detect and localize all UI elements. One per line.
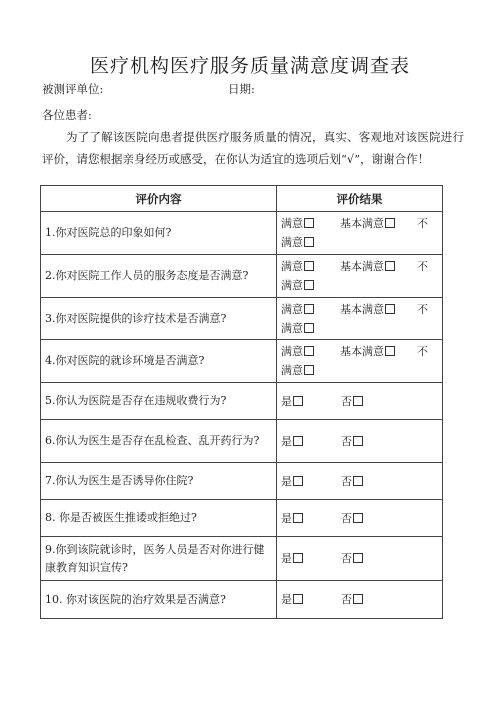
no-checkbox[interactable] (353, 476, 363, 486)
table-row (41, 463, 443, 500)
not-satisfied-option (281, 233, 314, 252)
basic-satisfied-label: 基本满意 (340, 302, 384, 316)
result-cell (277, 340, 443, 383)
no-option (341, 590, 363, 609)
options-line (281, 257, 438, 276)
result-cell (277, 581, 443, 619)
not-prefix: 不 (417, 260, 428, 273)
not-satisfied-label: 满意 (281, 236, 303, 249)
basic-satisfied-checkbox[interactable] (385, 304, 395, 314)
survey-table (40, 185, 443, 619)
result-cell (277, 463, 443, 500)
evaluated-unit-label: 被测评单位: (42, 82, 104, 96)
yes-label: 是 (281, 474, 292, 488)
basic-satisfied-option (340, 214, 395, 233)
no-checkbox[interactable] (353, 553, 363, 563)
basic-satisfied-label: 基本满意 (340, 260, 384, 273)
table-row (41, 500, 443, 537)
greeting: 各位患者: (42, 108, 92, 122)
yes-option (281, 472, 303, 491)
not-prefix: 不 (417, 217, 428, 230)
question-cell: 9.你到该院就诊时，医务人员是否对你进行健康教育知识宣传? (41, 537, 277, 581)
question-cell: 7.你认为医生是否诱导你住院? (41, 463, 277, 500)
satisfied-label: 满意 (281, 260, 303, 273)
no-option (341, 509, 363, 528)
table-header-row (41, 186, 443, 212)
options-line (281, 276, 438, 295)
result-cell (277, 255, 443, 298)
options-line (281, 319, 438, 338)
not-satisfied-option (281, 319, 314, 338)
question-cell: 1.你对医院总的印象如何? (41, 212, 277, 255)
question-cell: 5.你认为医院是否存在违规收费行为? (41, 383, 277, 420)
result-cell (277, 212, 443, 255)
basic-satisfied-checkbox[interactable] (385, 218, 395, 228)
table-row (41, 340, 443, 383)
options-line (281, 392, 438, 411)
question-cell: 8. 你是否被医生推诿或拒绝过? (41, 500, 277, 537)
yes-option (281, 509, 303, 528)
not-satisfied-checkbox[interactable] (304, 280, 314, 290)
yes-option (281, 392, 303, 411)
header-content: 评价内容 (41, 186, 277, 212)
not-satisfied-checkbox[interactable] (304, 237, 314, 247)
question-cell: 10. 你对该医院的治疗效果是否满意? (41, 581, 277, 619)
question-cell: 6.你认为医生是否存在乱检查、乱开药行为? (41, 420, 277, 463)
table-row (41, 298, 443, 340)
options-line (281, 361, 438, 380)
yes-option (281, 432, 303, 451)
no-checkbox[interactable] (353, 594, 363, 604)
no-checkbox[interactable] (353, 513, 363, 523)
not-prefix: 不 (417, 302, 428, 316)
table-row (41, 212, 443, 255)
table-row (41, 537, 443, 581)
not-satisfied-label: 满意 (281, 364, 303, 377)
yes-checkbox[interactable] (293, 553, 303, 563)
result-cell (277, 537, 443, 581)
options-line (281, 509, 438, 528)
satisfied-label: 满意 (281, 302, 303, 316)
satisfied-option (281, 300, 314, 319)
yes-checkbox[interactable] (293, 594, 303, 604)
options-line (281, 549, 438, 568)
question-cell: 2.你对医院工作人员的服务态度是否满意? (41, 255, 277, 298)
basic-satisfied-option (340, 257, 395, 276)
result-cell (277, 500, 443, 537)
yes-option (281, 549, 303, 568)
satisfied-checkbox[interactable] (304, 346, 314, 356)
date-label: 日期: (228, 82, 255, 96)
options-line (281, 214, 438, 233)
satisfied-checkbox[interactable] (304, 304, 314, 314)
options-line (281, 472, 438, 491)
yes-label: 是 (281, 593, 292, 606)
options-line (281, 233, 438, 252)
not-satisfied-option (281, 276, 314, 295)
yes-label: 是 (281, 434, 292, 448)
table-row (41, 383, 443, 420)
no-label: 否 (341, 511, 352, 525)
options-line (281, 432, 438, 451)
yes-option (281, 590, 303, 609)
satisfied-option (281, 342, 314, 361)
question-cell: 4.你对医院的就诊环境是否满意? (41, 340, 277, 383)
no-checkbox[interactable] (353, 436, 363, 446)
yes-checkbox[interactable] (293, 436, 303, 446)
no-checkbox[interactable] (353, 396, 363, 406)
result-cell (277, 298, 443, 340)
no-label: 否 (341, 474, 352, 488)
satisfied-checkbox[interactable] (304, 261, 314, 271)
header-result: 评价结果 (277, 186, 443, 212)
question-cell: 3.你对医院提供的诊疗技术是否满意? (41, 298, 277, 340)
result-cell (277, 383, 443, 420)
not-satisfied-label: 满意 (281, 321, 303, 335)
yes-checkbox[interactable] (293, 476, 303, 486)
options-line (281, 300, 438, 319)
options-line (281, 342, 438, 361)
document-title: 医疗机构医疗服务质量满意度调查表 (89, 55, 410, 77)
no-option (341, 432, 363, 451)
basic-satisfied-checkbox[interactable] (385, 346, 395, 356)
no-label: 否 (341, 434, 352, 448)
satisfied-option (281, 214, 314, 233)
table-row (41, 420, 443, 463)
yes-checkbox[interactable] (293, 513, 303, 523)
satisfied-checkbox[interactable] (304, 218, 314, 228)
yes-label: 是 (281, 552, 292, 565)
result-cell (277, 420, 443, 463)
no-label: 否 (341, 394, 352, 408)
no-label: 否 (341, 552, 352, 565)
satisfied-label: 满意 (281, 345, 303, 358)
satisfied-option (281, 257, 314, 276)
not-satisfied-checkbox[interactable] (304, 365, 314, 375)
not-satisfied-option (281, 361, 314, 380)
yes-label: 是 (281, 394, 292, 408)
basic-satisfied-option (340, 300, 395, 319)
no-option (341, 472, 363, 491)
table-row (41, 255, 443, 298)
not-prefix: 不 (417, 345, 428, 358)
survey-body (41, 212, 443, 619)
not-satisfied-label: 满意 (281, 279, 303, 292)
basic-satisfied-label: 基本满意 (340, 345, 384, 358)
options-line (281, 590, 438, 609)
no-label: 否 (341, 593, 352, 606)
satisfied-label: 满意 (281, 217, 303, 230)
no-option (341, 392, 363, 411)
yes-label: 是 (281, 511, 292, 525)
basic-satisfied-label: 基本满意 (340, 217, 384, 230)
basic-satisfied-option (340, 342, 395, 361)
basic-satisfied-checkbox[interactable] (385, 261, 395, 271)
yes-checkbox[interactable] (293, 396, 303, 406)
table-row (41, 581, 443, 619)
intro-paragraph: 为了了解该医院向患者提供医疗服务质量的情况，真实、客观地对该医院进行评价，请您根据亲身经历或感受，在你认为适宜的选项后划“√”，谢谢合作！ (42, 130, 464, 166)
no-option (341, 549, 363, 568)
not-satisfied-checkbox[interactable] (304, 323, 314, 333)
